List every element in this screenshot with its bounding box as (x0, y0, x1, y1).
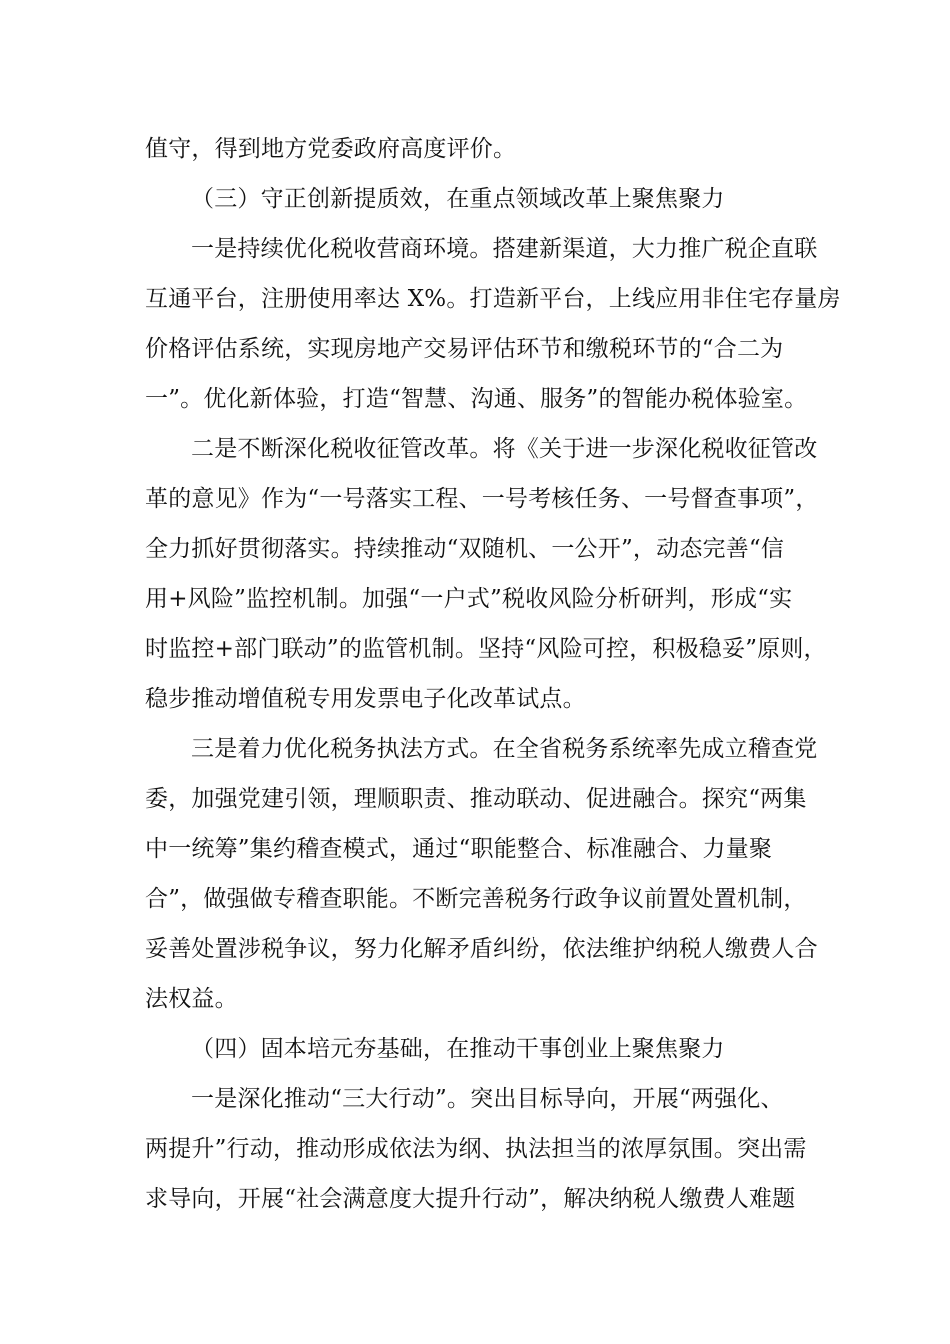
paragraph-line: 一”。优化新体验，打造“智慧、沟通、服务”的智能办税体验室。 (145, 386, 808, 412)
paragraph-line: 全力抓好贯彻落实。持续推动“双随机、一公开”，动态完善“信 (145, 536, 785, 562)
paragraph-line: 价格评估系统，实现房地产交易评估环节和缴税环节的“合二为 (145, 336, 784, 362)
paragraph-line: 一是深化推动“三大行动”。突出目标导向，开展“两强化、 (191, 1086, 784, 1112)
paragraph-line: 中一统筹”集约稽查模式，通过“职能整合、标准融合、力量聚 (145, 836, 773, 862)
paragraph-line: 委，加强党建引领，理顺职责、推动联动、促进融合。探究“两集 (145, 786, 807, 812)
paragraph-line: 两提升”行动，推动形成依法为纲、执法担当的浓厚氛围。突出需 (145, 1136, 807, 1162)
paragraph-line: 用+风险”监控机制。加强“一户式”税收风险分析研判，形成“实 (145, 586, 793, 612)
paragraph-line: 稳步推动增值税专用发票电子化改革试点。 (145, 686, 586, 712)
paragraph-line: 互通平台，注册使用率达 X%。打造新平台，上线应用非住宅存量房 (145, 286, 841, 312)
paragraph-line: 妥善处置涉税争议，努力化解矛盾纠纷，依法维护纳税人缴费人合 (145, 936, 818, 962)
paragraph-line: 法权益。 (145, 986, 238, 1012)
paragraph-line: 求导向，开展“社会满意度大提升行动”，解决纳税人缴费人难题 (145, 1186, 796, 1212)
paragraph-line: 时监控+部门联动”的监管机制。坚持“风险可控，积极稳妥”原则， (145, 636, 827, 662)
paragraph-line: 革的意见》作为“一号落实工程、一号考核任务、一号督查事项”， (145, 486, 819, 512)
section-heading-3: （三）守正创新提质效，在重点领域改革上聚焦聚力 (191, 186, 725, 212)
paragraph-line: 值守，得到地方党委政府高度评价。 (145, 136, 517, 162)
section-heading-4: （四）固本培元夯基础，在推动干事创业上聚焦聚力 (191, 1036, 725, 1062)
paragraph-line: 一是持续优化税收营商环境。搭建新渠道，大力推广税企直联 (191, 236, 818, 262)
paragraph-line: 合”，做强做专稽查职能。不断完善税务行政争议前置处置机制， (145, 886, 807, 912)
paragraph-line: 二是不断深化税收征管改革。将《关于进一步深化税收征管改 (191, 436, 818, 462)
paragraph-line: 三是着力优化税务执法方式。在全省税务系统率先成立稽查党 (191, 736, 818, 762)
